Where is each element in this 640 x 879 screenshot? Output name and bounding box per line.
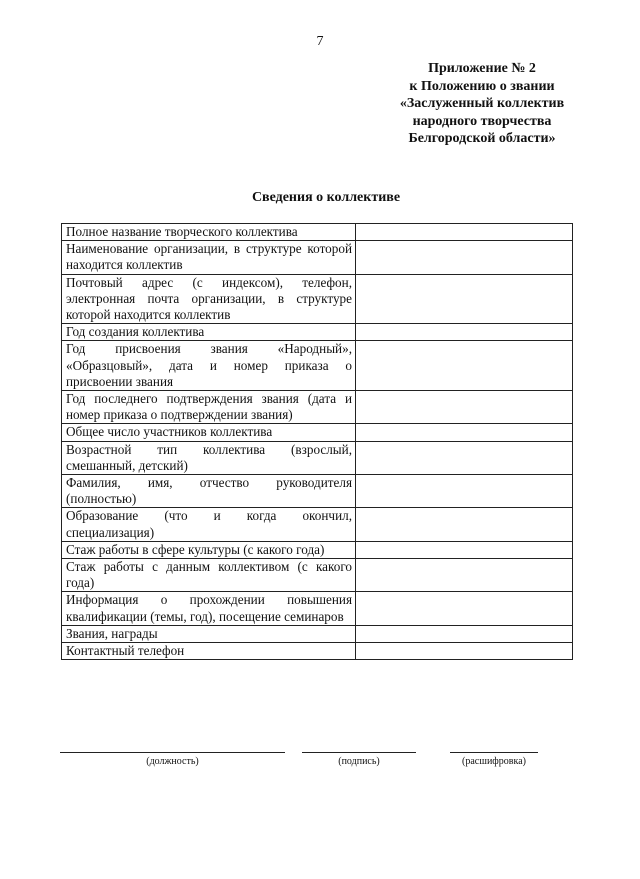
row-label: Год присвоения звания «Народный», «Образцовый», дата и номер приказа о присвоении звания xyxy=(62,341,356,391)
row-value-field[interactable] xyxy=(356,241,573,274)
row-value-field[interactable] xyxy=(356,341,573,391)
row-label: Стаж работы с данным коллективом (с какого года) xyxy=(62,559,356,592)
table-row xyxy=(62,441,573,474)
table-row xyxy=(62,224,573,241)
row-value-field[interactable] xyxy=(356,643,573,660)
appendix-line: народного творчества xyxy=(412,113,552,129)
row-label: Возрастной тип коллектива (взрослый, смешанный, детский) xyxy=(62,441,356,474)
signature-caption: (подпись) xyxy=(338,756,380,767)
table-row xyxy=(62,424,573,441)
row-value-field[interactable] xyxy=(356,441,573,474)
row-value-field[interactable] xyxy=(356,592,573,625)
table-row xyxy=(62,559,573,592)
table-row xyxy=(62,391,573,424)
decoding-line[interactable] xyxy=(450,752,538,753)
table-row xyxy=(62,241,573,274)
signature-line[interactable] xyxy=(302,752,416,753)
table-row xyxy=(62,643,573,660)
row-label: Год создания коллектива xyxy=(62,324,356,341)
table-row xyxy=(62,541,573,558)
position-caption: (должность) xyxy=(146,756,199,767)
table-row xyxy=(62,508,573,541)
row-label: Стаж работы в сфере культуры (с какого года) xyxy=(62,541,356,558)
appendix-header xyxy=(372,60,592,148)
row-value-field[interactable] xyxy=(356,508,573,541)
table-row xyxy=(62,324,573,341)
table-row xyxy=(62,475,573,508)
document-title: Сведения о коллективе xyxy=(251,190,401,205)
row-label: Контактный телефон xyxy=(62,643,356,660)
row-label: Почтовый адрес (с индексом), телефон, электронная почта организации, в структуре которой находится коллектив xyxy=(62,274,356,324)
row-value-field[interactable] xyxy=(356,625,573,642)
table-row xyxy=(62,341,573,391)
row-label: Звания, награды xyxy=(62,625,356,642)
row-value-field[interactable] xyxy=(356,391,573,424)
row-label: Фамилия, имя, отчество руководителя (полностью) xyxy=(62,475,356,508)
collective-info-table xyxy=(61,223,573,660)
appendix-line: Белгородской области» xyxy=(408,131,556,146)
appendix-line: «Заслуженный коллектив xyxy=(399,96,565,111)
row-label: Наименование организации, в структуре которой находится коллектив xyxy=(62,241,356,274)
appendix-line: к Положению о звании xyxy=(409,78,555,94)
appendix-line: Приложение № 2 xyxy=(428,61,536,76)
row-value-field[interactable] xyxy=(356,274,573,324)
row-value-field[interactable] xyxy=(356,324,573,341)
row-value-field[interactable] xyxy=(356,224,573,241)
table-row xyxy=(62,592,573,625)
row-label: Информация о прохождении повышения квалификации (темы, год), посещение семинаров xyxy=(62,592,356,625)
page-number: 7 xyxy=(316,34,324,49)
row-label: Год последнего подтверждения звания (дата и номер приказа о подтверждении звания) xyxy=(62,391,356,424)
position-line[interactable] xyxy=(60,752,285,753)
row-label: Образование (что и когда окончил, специализация) xyxy=(62,508,356,541)
row-value-field[interactable] xyxy=(356,424,573,441)
row-label: Общее число участников коллектива xyxy=(62,424,356,441)
row-value-field[interactable] xyxy=(356,541,573,558)
table-row xyxy=(62,274,573,324)
row-value-field[interactable] xyxy=(356,559,573,592)
row-label: Полное название творческого коллектива xyxy=(62,224,356,241)
table-row xyxy=(62,625,573,642)
row-value-field[interactable] xyxy=(356,475,573,508)
decoding-caption: (расшифровка) xyxy=(462,756,526,767)
